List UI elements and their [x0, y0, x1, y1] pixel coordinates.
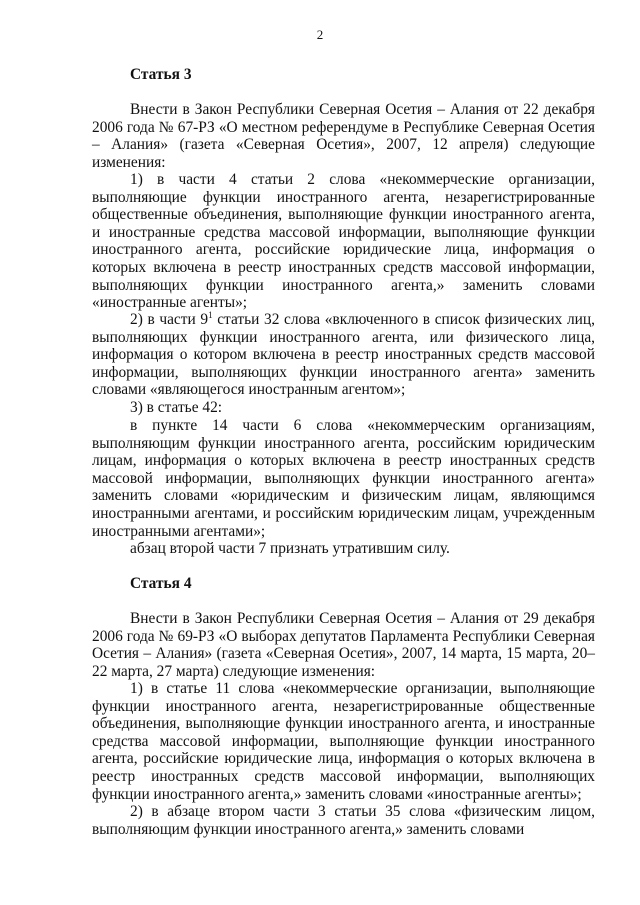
article-3-item-3-sub-2: абзац второй части 7 признать утратившим силу.: [130, 540, 450, 557]
article-3-item-2: [92, 311, 595, 399]
page-number: 2: [316, 27, 324, 42]
article-3-heading: Статья 3: [130, 66, 192, 83]
article-3-item-2-superscript: 1: [208, 309, 213, 320]
article-4-item-1: 1) в статье 11 слова «некоммерческие организации, выполняющие функции иностранного агента, незарегистрированные общественные объединения, выполняющие функции иностранного агента, и иностранные средства массовой информации, выполняющие функции иностранного агента, российские юридические лица, информация о которых включена в реестр иностранных средств массовой информации, выполняющих функции иностранного агента,» заменить словами «иностранные агенты»;: [92, 680, 595, 803]
article-4-heading: Статья 4: [130, 575, 192, 592]
article-4-item-2: 2) в абзаце втором части 3 статьи 35 слова «физическим лицом, выполняющим функции иностранного агента,» заменить словами: [92, 803, 595, 838]
article-3-item-3: 3) в статье 42:: [130, 399, 223, 416]
article-3-intro: Внести в Закон Республики Северная Осетия – Алания от 22 декабря 2006 года № 67-РЗ «О местном референдуме в Республике Северная Осетия – Алания» (газета «Северная Осетия», 2007, 12 апреля) следующие изменения:: [92, 101, 595, 171]
article-3-item-1: 1) в части 4 статьи 2 слова «некоммерческие организации, выполняющие функции иностранного агента, незарегистрированные общественные объединения, выполняющие функции иностранного агента, и иностранные средства массовой информации, выполняющие функции иностранного агента, российские юридические лица, информация о которых включена в реестр иностранных средств массовой информации, выполняющих функции иностранного агента,» заменить словами «иностранные агенты»;: [92, 171, 595, 312]
article-3-item-2-before: 2) в части 9: [130, 311, 209, 328]
article-3-item-3-sub-1: в пункте 14 части 6 слова «некоммерческим организациям, выполняющим функции иностранного агента, российским юридическим лицам, информация о которых включена в реестр иностранных средств массовой информации, выполняющих функции иностранного агента» заменить словами «юридическим и физическим лицам, являющимся иностранными агентами, и российским юридическим лицам, учрежденным иностранными агентами»;: [92, 417, 595, 540]
article-3-item-2-after: статьи 32 слова «включенного в список физических лиц, выполняющих функции иностранного агента, или физического лица, информация о котором включена в реестр иностранных средств массовой информации, выполняющих функции иностранного агента» заменить словами «являющегося иностранным агентом»;: [92, 311, 595, 399]
article-4-intro: Внести в Закон Республики Северная Осетия – Алания от 29 декабря 2006 года № 69-РЗ «О выборах депутатов Парламента Республики Северная Осетия – Алания» (газета «Северная Осетия», 2007, 14 марта, 15 марта, 20–22 марта, 27 марта) следующие изменения:: [92, 610, 595, 680]
